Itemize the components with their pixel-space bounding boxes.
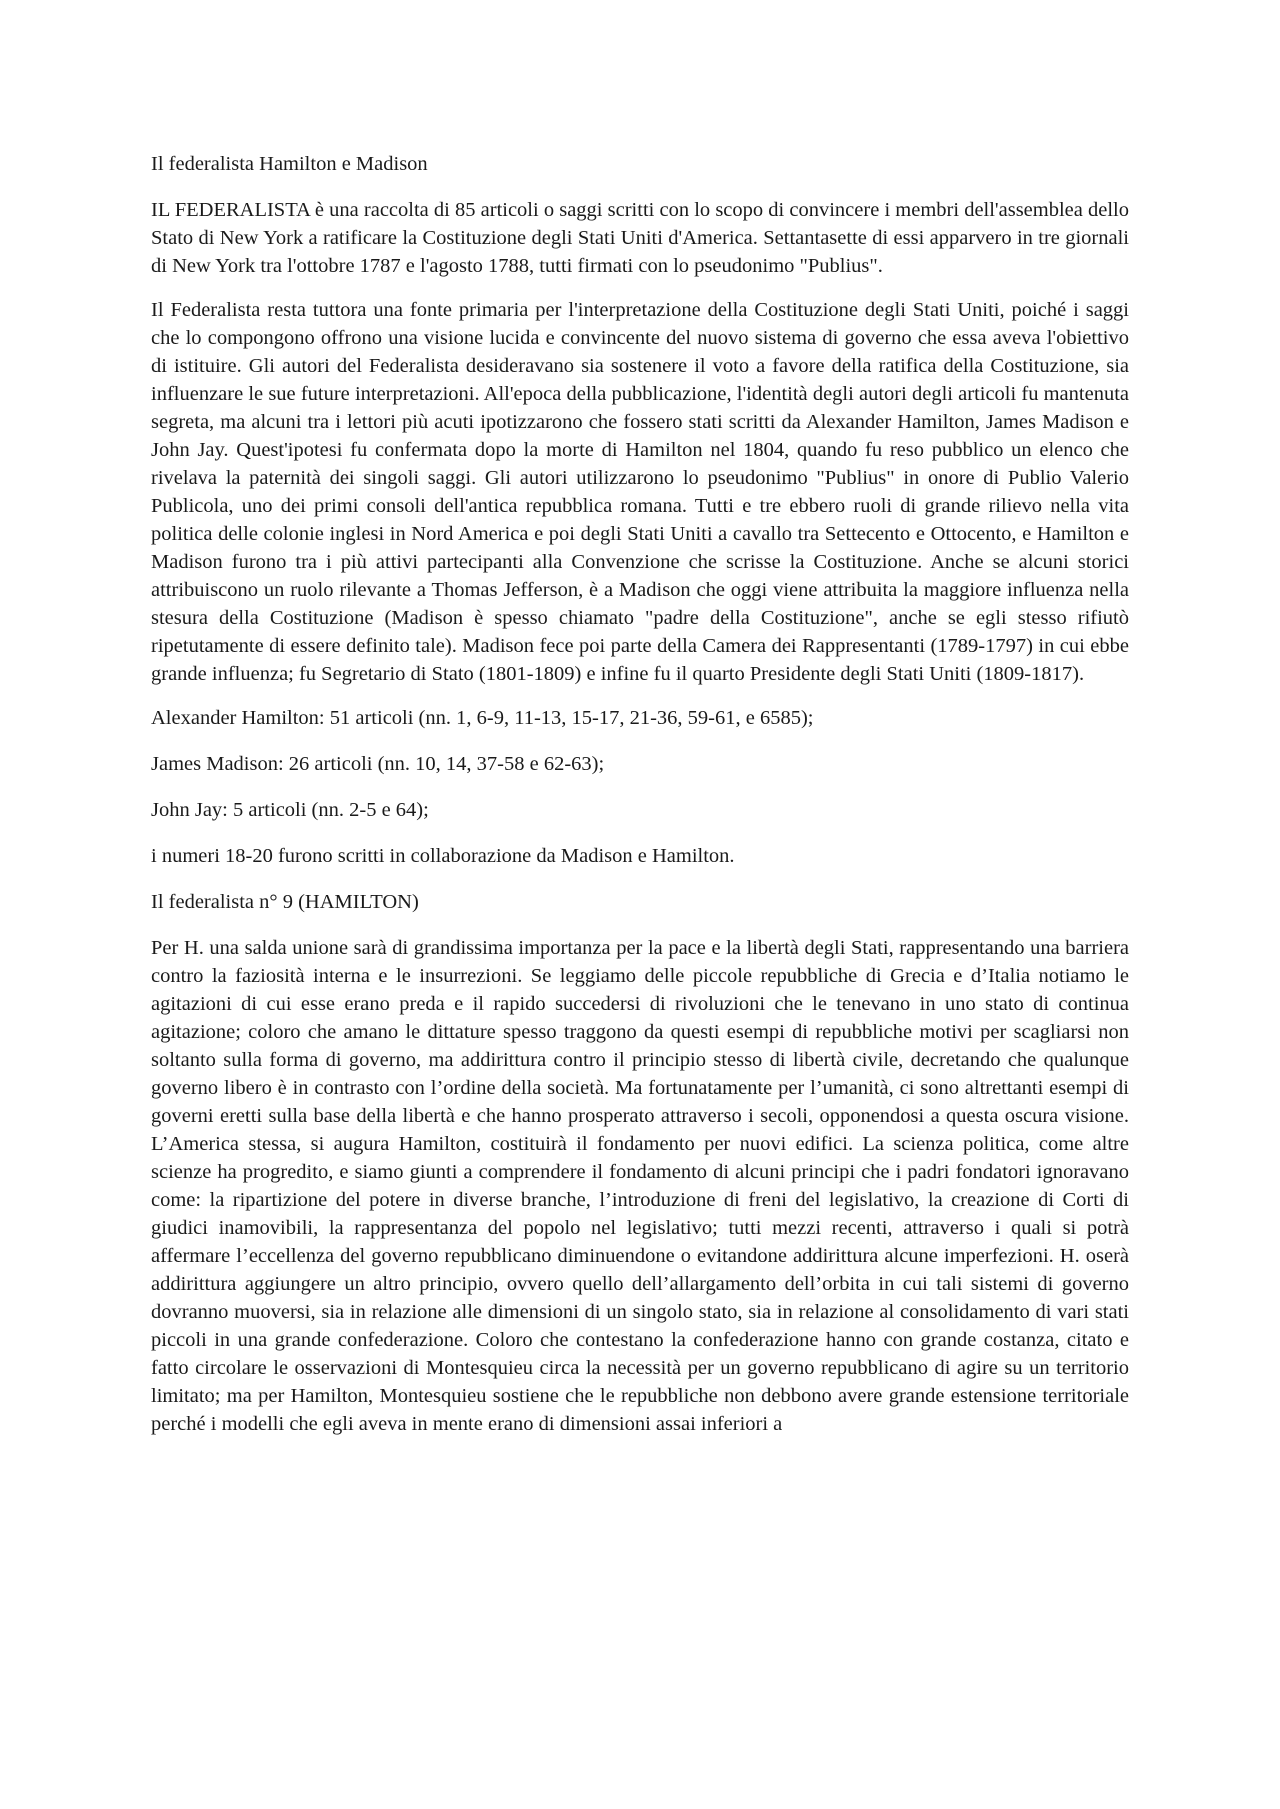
collaboration-note: i numeri 18-20 furono scritti in collaborazione da Madison e Hamilton. [151, 845, 735, 867]
federalist-9-paragraph: Per H. una salda unione sarà di grandissima importanza per la pace e la libertà degli Stati, rappresentando una barriera contro la faziosità interna e le insurrezioni. Se leggiamo delle piccole repubbliche di Grecia e d’Italia notiamo le agitazioni di cui esse erano preda e il rapido succedersi di rivoluzioni che le tenevano in uno stato di continua agitazione; coloro che amano le dittature spesso traggono da questi esempi di repubbliche motivi per scagliarsi non soltanto sulla forma di governo, ma addirittura contro il principio stesso di libertà civile, decretando che qualunque governo libero è in contrasto con l’ordine della società. Ma fortunatamente per l’umanità, ci sono altrettanti esempi di governi eretti sulla base della libertà e che hanno prosperato attraverso i secoli, opponendosi a questa oscura visione. L’America stessa, si augura Hamilton, costituirà il fondamento per nuovi edifici. La scienza politica, come altre scienze ha progredito, e siamo giunti a comprendere il fondamento di alcuni principi che i padri fondatori ignoravano come: la ripartizione del potere in diverse branche, l’introduzione di freni del legislativo, la creazione di Corti di giudici inamovibili, la rappresentanza del popolo nel legislativo; tutti mezzi recenti, attraverso i quali si potrà affermare l’eccellenza del governo repubblicano diminuendone o evitandone addirittura alcune imperfezioni. H. oserà addirittura aggiungere un altro principio, ovvero quello dell’allargamento dell’orbita in cui tali sistemi di governo dovranno muoversi, sia in relazione alle dimensioni di un singolo stato, sia in relazione al consolidamento di vari stati piccoli in una grande confederazione. Coloro che contestano la confederazione hanno con grande costanza, citato e fatto circolare le osservazioni di Montesquieu circa la necessità per un governo repubblicano di agire su un territorio limitato; ma per Hamilton, Montesquieu sostiene che le repubbliche non debbono avere grande estensione territoriale perché i modelli che egli aveva in mente erano di dimensioni assai inferiori a [151, 937, 1129, 1435]
main-paragraph: Il Federalista resta tuttora una fonte primaria per l'interpretazione della Costituzione degli Stati Uniti, poiché i saggi che lo compongono offrono una visione lucida e convincente del nuovo sistema di governo che essa aveva l'obiettivo di istituire. Gli autori del Federalista desideravano sia sostenere il voto a favore della ratifica della Costituzione, sia influenzare le sue future interpretazioni. All'epoca della pubblicazione, l'identità degli autori degli articoli fu mantenuta segreta, ma alcuni tra i lettori più acuti ipotizzarono che fossero stati scritti da Alexander Hamilton, James Madison e John Jay. Quest'ipotesi fu confermata dopo la morte di Hamilton nel 1804, quando fu reso pubblico un elenco che rivelava la paternità dei singoli saggi. Gli autori utilizzarono lo pseudonimo "Publius" in onore di Publio Valerio Publicola, uno dei primi consoli dell'antica repubblica romana. Tutti e tre ebbero ruoli di grande rilievo nella vita politica delle colonie inglesi in Nord America e poi degli Stati Uniti a cavallo tra Settecento e Ottocento, e Hamilton e Madison furono tra i più attivi partecipanti alla Convenzione che scrisse la Costituzione. Anche se alcuni storici attribuiscono un ruolo rilevante a Thomas Jefferson, è a Madison che oggi viene attribuita la maggiore influenza nella stesura della Costituzione (Madison è spesso chiamato "padre della Costituzione", anche se egli stesso rifiutò ripetutamente di essere definito tale). Madison fece poi parte della Camera dei Rappresentanti (1789-1797) in cui ebbe grande influenza; fu Segretario di Stato (1801-1809) e infine fu il quarto Presidente degli Stati Uniti (1809-1817). [151, 299, 1129, 685]
hamilton-articles: Alexander Hamilton: 51 articoli (nn. 1, 6-9, 11-13, 15-17, 21-36, 59-61, e 6585); [151, 707, 814, 729]
intro-paragraph: IL FEDERALISTA è una raccolta di 85 articoli o saggi scritti con lo scopo di convincere i membri dell'assemblea dello Stato di New York a ratificare la Costituzione degli Stati Uniti d'America. Settantasette di essi apparvero in tre giornali di New York tra l'ottobre 1787 e l'agosto 1788, tutti firmati con lo pseudonimo "Publius". [151, 199, 1129, 277]
document-page [151, 150, 1129, 1454]
section-subtitle: Il federalista n° 9 (HAMILTON) [151, 891, 419, 913]
jay-articles: John Jay: 5 articoli (nn. 2-5 e 64); [151, 799, 429, 821]
madison-articles: James Madison: 26 articoli (nn. 10, 14, 37-58 e 62-63); [151, 753, 605, 775]
document-title: Il federalista Hamilton e Madison [151, 153, 428, 175]
